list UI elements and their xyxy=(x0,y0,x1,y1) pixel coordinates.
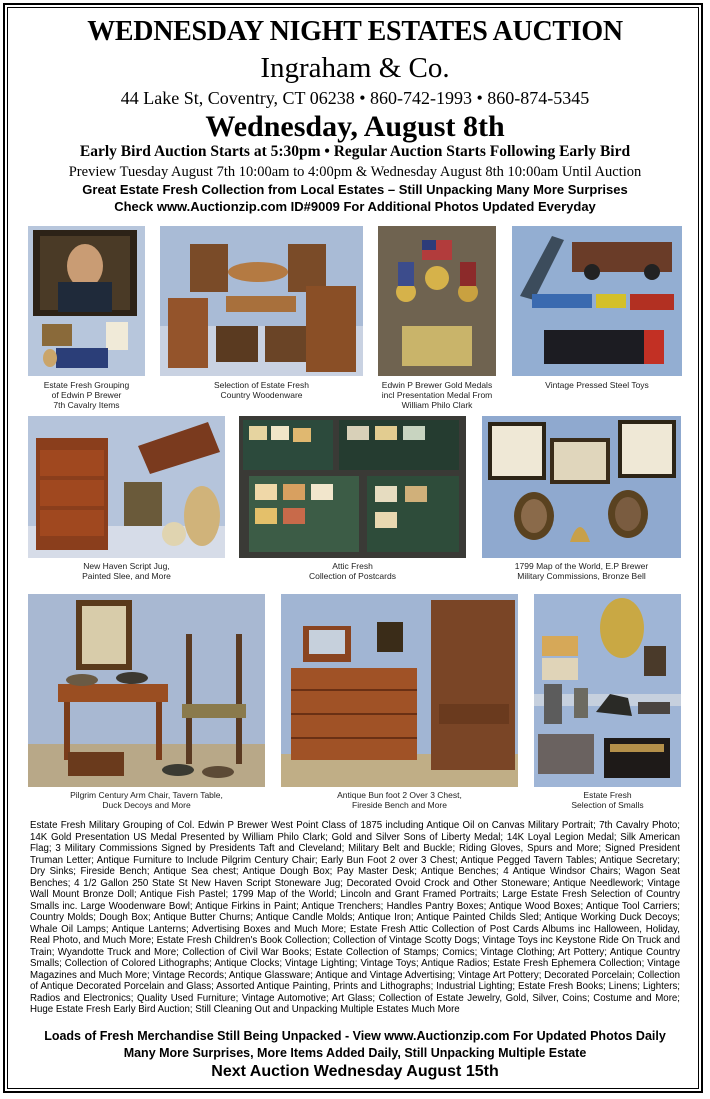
photo-smalls xyxy=(534,594,681,787)
caption-photo-4 xyxy=(512,380,682,390)
caption-photo-1 xyxy=(28,380,145,410)
photo-military-grouping xyxy=(28,226,145,376)
caption-photo-10 xyxy=(534,790,681,810)
photo-script-jug xyxy=(28,416,225,558)
preview-times: Preview Tuesday August 7th 10:00am to 4:00pm & Wednesday August 8th 10:00am Until Auction xyxy=(68,164,642,180)
footer-many: Many More Surprises, More Items Added Daily, Still Unpacking Multiple Estate xyxy=(123,1046,587,1060)
caption-line: Selection of Estate Fresh xyxy=(214,380,309,390)
caption-line: 7th Cavalry Items xyxy=(53,400,120,410)
photo-country-woodenware xyxy=(160,226,363,376)
caption-line: Estate Fresh Grouping xyxy=(43,380,130,390)
photo-bun-foot-chest xyxy=(281,594,518,787)
company-name: Ingraham & Co. xyxy=(260,52,450,84)
caption-photo-6 xyxy=(239,561,466,581)
auction-times: Early Bird Auction Starts at 5:30pm • Regular Auction Starts Following Early Bird xyxy=(79,143,631,160)
footer-loads: Loads of Fresh Merchandise Still Being Unpacked - View www.Auctionzip.com For Updated Photos Daily xyxy=(44,1029,666,1043)
caption-photo-8 xyxy=(28,790,265,810)
caption-line: 1799 Map of the World, E.P Brewer xyxy=(514,561,649,571)
item-description: Estate Fresh Military Grouping of Col. Edwin P Brewer West Point Class of 1875 including Antique Oil on Canvas Military Portrait; 7th Cavalry Photo; 14K Gold Presentation US Medal Presented by William Philo Clark; Gold and Silver Sons of Liberty Medal; 14K Loyal Legion Medal; Silk American Flag; 3 Military Commissions Signed by Presidents Taft and Cleveland; Military Belt and Buckle; Riding Gloves, Spurs and More; Signed President Truman Letter; Antique Furniture to Include Pilgrim Century Chair; Early Bun Foot 2 over 3 Chest; Antique Pegged Tavern Tables; Antique Secretary; Dry Sinks; Fireside Bench; Antique Sea chest; Antique Dough Box; Pay Master Desk; Antique Benches; 4 Antique Windsor Chairs; Wagon Seat Benches; 4 1/2 Gallon 250 State St New Haven Script Stoneware Jug; Decorated Ovoid Crock and Other Stoneware; Antique Needlework; Vintage Wall Mount Bronze Doll; Antique Fish Pastel; 1799 Map of the World; Lincoln and Grant Framed Portraits; Large Estate Fresh Selection of Country Smalls inc. Large Woodenware Bowl; Antique Firkins in Paint; Antique Trenchers; Handles Pantry Boxes; Antique Wood Boxes; Antique Tool Carriers; Country Molds; Dough Box; Antique Butter Churns; Antique Candle Molds; Antique Iron; Antique Painted Childs Sled; Antique Working Duck Decoys; Whale Oil Lamps; Antique Lanterns; Advertising Boxes and Much More; Estate Fresh Attic Collection of Post Cards Albums inc Halloween, Holiday, Real Photo, and Much More; Estate Fresh Children's Book Collection; Collection of Vintage Scotty Dogs; Vintage Toys inc Keystone Ride On Truck and Train; Wyandotte Truck and More; Collection of Civil War Books; Estate Collection of Stamps; Comics; Vintage Clothing; Art Pottery; Antique Country Smalls; Collection of Colored Lithographs; Antique Clocks; Vintage Lighting; Vintage Toys; Antique Radios; Estate Fresh Ephemera Collection; Vintage Magazines and Much More; Vintage Records; Antique Glassware; Antique and Vintage Advertising; Vintage Art Pottery; Decorated Porcelain; Collection of Antique Decorated Porcelain and Glass; Assorted Antique Painting, Prints and Lithographs; Industrial Lighting; Estate Fresh Books; Linens; Lighters; Radios and Electronics; Quality Used Furniture; Vintage Automotive; Art Glass; Collection of Estate Jewelry, Gold, Silver, Coins; Costume and More; Huge Estate Fresh Early Bird Auction; Still Cleaning Out and Unpacking Multiple Estates Much More xyxy=(30,820,680,1015)
photo-gold-medals xyxy=(378,226,496,376)
caption-line: William Philo Clark xyxy=(401,400,473,410)
auction-date: Wednesday, August 8th xyxy=(205,110,505,143)
caption-line: Vintage Pressed Steel Toys xyxy=(545,380,649,390)
website-line: Check www.Auctionzip.com ID#9009 For Additional Photos Updated Everyday xyxy=(114,199,596,214)
caption-line: Painted Slee, and More xyxy=(82,571,171,581)
caption-photo-7 xyxy=(482,561,681,581)
auction-title: WEDNESDAY NIGHT ESTATES AUCTION xyxy=(87,16,623,47)
caption-photo-3 xyxy=(370,380,504,410)
caption-line: New Haven Script Jug, xyxy=(83,561,170,571)
photo-postcards xyxy=(239,416,466,558)
caption-line: Edwin P Brewer Gold Medals xyxy=(381,380,493,390)
caption-photo-9 xyxy=(281,790,518,810)
address-line: 44 Lake St, Coventry, CT 06238 • 860-742-1993 • 860-874-5345 xyxy=(120,88,590,108)
caption-line: Fireside Bench and More xyxy=(352,800,447,810)
next-auction: Next Auction Wednesday August 15th xyxy=(211,1063,499,1080)
caption-line: incl Presentation Medal From xyxy=(381,390,493,400)
caption-line: of Edwin P Brewer xyxy=(51,390,122,400)
caption-photo-5 xyxy=(28,561,225,581)
photo-map-commissions xyxy=(482,416,681,558)
caption-line: Selection of Smalls xyxy=(571,800,644,810)
caption-line: Attic Fresh xyxy=(332,561,373,571)
caption-line: Estate Fresh xyxy=(583,790,632,800)
caption-line: Antique Bun foot 2 Over 3 Chest, xyxy=(337,790,462,800)
caption-line: Military Commissions, Bronze Bell xyxy=(517,571,646,581)
caption-line: Pilgrim Century Arm Chair, Tavern Table, xyxy=(70,790,223,800)
caption-line: Duck Decoys and More xyxy=(102,800,191,810)
caption-line: Collection of Postcards xyxy=(309,571,396,581)
photo-pressed-steel-toys xyxy=(512,226,682,376)
caption-line: Country Woodenware xyxy=(220,390,303,400)
photo-pilgrim-chair xyxy=(28,594,265,787)
caption-photo-2 xyxy=(160,380,363,400)
tagline: Great Estate Fresh Collection from Local Estates – Still Unpacking Many More Surprises xyxy=(82,182,628,197)
